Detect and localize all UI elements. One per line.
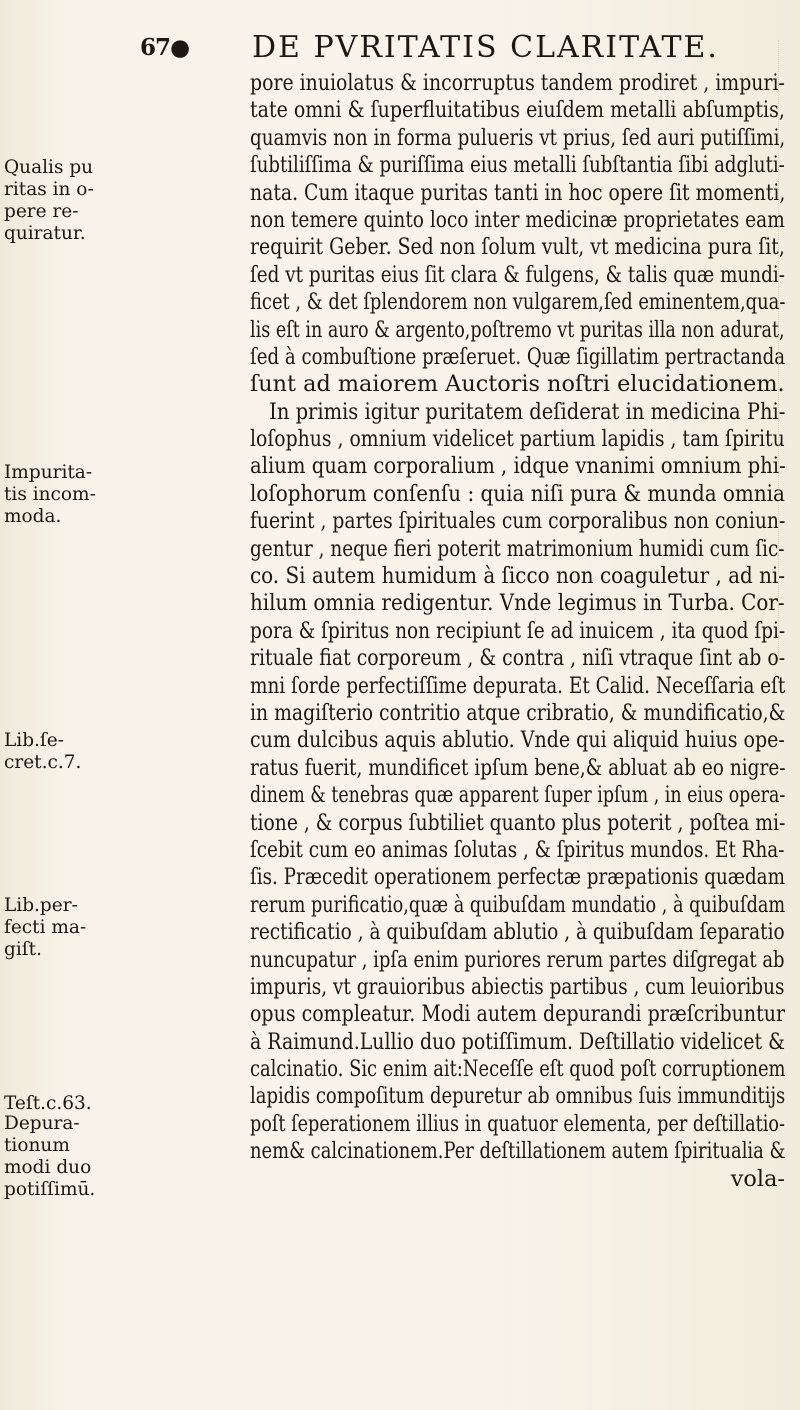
text-line: rerum purificatio,quæ à quibuſdam mundatio , à quibuſdam [250,891,786,918]
marginal-note-line: ritas in o- [4,179,94,200]
text-line: vola- [730,1165,785,1192]
text-line: ſis. Præcedit operationem perfectæ præpationis quædam [250,864,785,891]
text-line: co. Si autem humidum à ſicco non coaguletur , ad ni- [250,563,786,590]
text-line: opus compleatur. Modi autem depurandi præſcribuntur [250,1001,786,1028]
marginal-note-line: pere re- [4,201,79,222]
text-line: alium quam corporalium , idque vnanimi omnium phi- [250,453,786,480]
text-line: ſed vt puritas eius ſit clara & fulgens, & talis quæ mundi- [250,261,785,288]
text-line: dinem & tenebras quæ apparent ſuper ipſum , in eius opera- [250,782,786,809]
marginal-note-line: giſt. [4,939,42,960]
text-line: ſunt ad maiorem Auctoris noſtri elucidationem. [250,371,785,398]
text-line: gentur , neque fieri poterit matrimonium humidi cum ſic- [250,535,785,562]
text-line: nem& calcinationem.Per deſtillationem autem ſpiritualia & [250,1138,786,1165]
marginal-note-line: tionum [4,1135,70,1156]
text-line: fuerint , partes ſpirituales cum corporalibus non coniun- [250,508,786,535]
marginal-note-line: potiſſimū. [4,1179,96,1200]
text-line: lapidis compoſitum depuretur ab omnibus ſuis immunditijs [250,1083,786,1110]
text-line: impuris, vt grauioribus abiectis partibus , cum leuioribus [250,973,785,1000]
text-line: lis eſt in auro & argento,poſtremo vt puritas illa non adurat, [250,316,785,343]
marginal-note-line: modi duo [4,1157,92,1178]
marginal-note-line: Lib.per- [4,895,78,916]
text-line: tione , & corpus ſubtiliet quanto plus poterit , poſtea mi- [250,809,786,836]
text-line: quamvis non in forma pulueris vt prius, ſed auri putiſſimi, [250,124,786,151]
text-line: ratus fuerit, mundificet ipſum bene,& abluat ab eo nigre- [250,754,786,781]
text-line: tate omni & ſuperfluitatibus eiuſdem metalli abſumptis, [250,97,785,124]
text-line: hilum omnia redigentur. Vnde legimus in Turba. Cor- [250,590,785,617]
text-line: rectificatio , à quibuſdam ablutio , à quibuſdam ſeparatio [250,919,785,946]
page-header [140,28,740,68]
marginal-note-line: cret.c.7. [4,752,82,773]
marginal-note-line: Teſt.c.63. [4,1093,92,1114]
main-text-column [250,70,785,1193]
text-line: ſubtiliſſima & puriſſima eius metalli ſubſtantia ſibi adgluti- [250,152,785,179]
marginal-note-line: Impurita- [4,462,93,483]
text-line: pora & ſpiritus non recipiunt ſe ad inuicem , ita quod ſpi- [250,617,786,644]
text-line: loſophorum conſenſu : quia niſi pura & munda omnia [250,480,785,507]
text-line: pore inuiolatus & incorruptus tandem prodiret , impuri- [250,70,785,96]
marginal-note-test [4,1093,92,1115]
text-line: rituale fiat corporeum , & contra , niſi vtraque ſint ab o- [250,645,786,672]
text-line: requirit Geber. Sed non ſolum vult, vt medicina pura ſit, [250,234,785,261]
text-line: ſed à combuſtione præſeruet. Quæ ſigillatim pertractanda [250,343,786,370]
marginal-note-line: Qualis pu [4,157,94,178]
marginal-note-impuritatis [4,462,96,528]
text-line: nata. Cum itaque puritas tanti in hoc opere ſit momenti, [250,179,786,206]
running-title: DE PVRITATIS CLARITATE. [252,30,719,65]
text-line: ſcebit cum eo animas ſolutas , & ſpiritus mundos. Et Rha- [250,836,785,863]
text-line: loſophus , omnium videlicet partium lapidis , tam ſpiritu [250,426,785,453]
marginal-note-qualis-puritas [4,157,94,245]
text-line: calcinatio. Sic enim ait:Neceſſe eſt quod poſt corruptionem [250,1056,786,1083]
text-line: poſt ſeperationem illius in quatuor elementa, per deſtillatio- [250,1110,785,1137]
text-line: nuncupatur , ipſa enim puriores rerum partes diſgregat ab [250,946,785,973]
marginal-note-line: Depura- [4,1113,80,1134]
text-line: non temere quinto loco inter medicinæ proprietates eam [250,206,785,233]
text-line: mni ſorde perfectiſſime depurata. Et Calid. Neceſſaria eſt [250,672,786,699]
text-line: à Raimund.Lullio duo potiſſimum. Deſtillatio videlicet & [250,1028,785,1055]
marginal-note-lib-secret [4,730,81,774]
page-edge-shadow [778,40,793,660]
page-number: 67● [140,34,190,61]
text-line: In primis igitur puritatem deſiderat in medicina Phi- [269,398,786,425]
text-line: cum dulcibus aquis ablutio. Vnde qui aliquid huius ope- [250,727,785,754]
text-line: in magiſterio contritio atque cribratio, & mundificatio,& [250,699,786,726]
marginal-note-lib-perfecti [4,895,86,961]
text-line: ficet , & det ſplendorem non vulgarem,ſed eminentem,qua- [250,289,786,316]
marginal-note-depuratio [4,1113,95,1201]
marginal-note-line: moda. [4,506,62,527]
marginal-note-line: Lib.ſe- [4,730,64,751]
marginal-note-line: fecti ma- [4,917,87,938]
marginal-note-line: tis incom- [4,484,96,505]
marginal-note-line: quiratur. [4,223,86,244]
